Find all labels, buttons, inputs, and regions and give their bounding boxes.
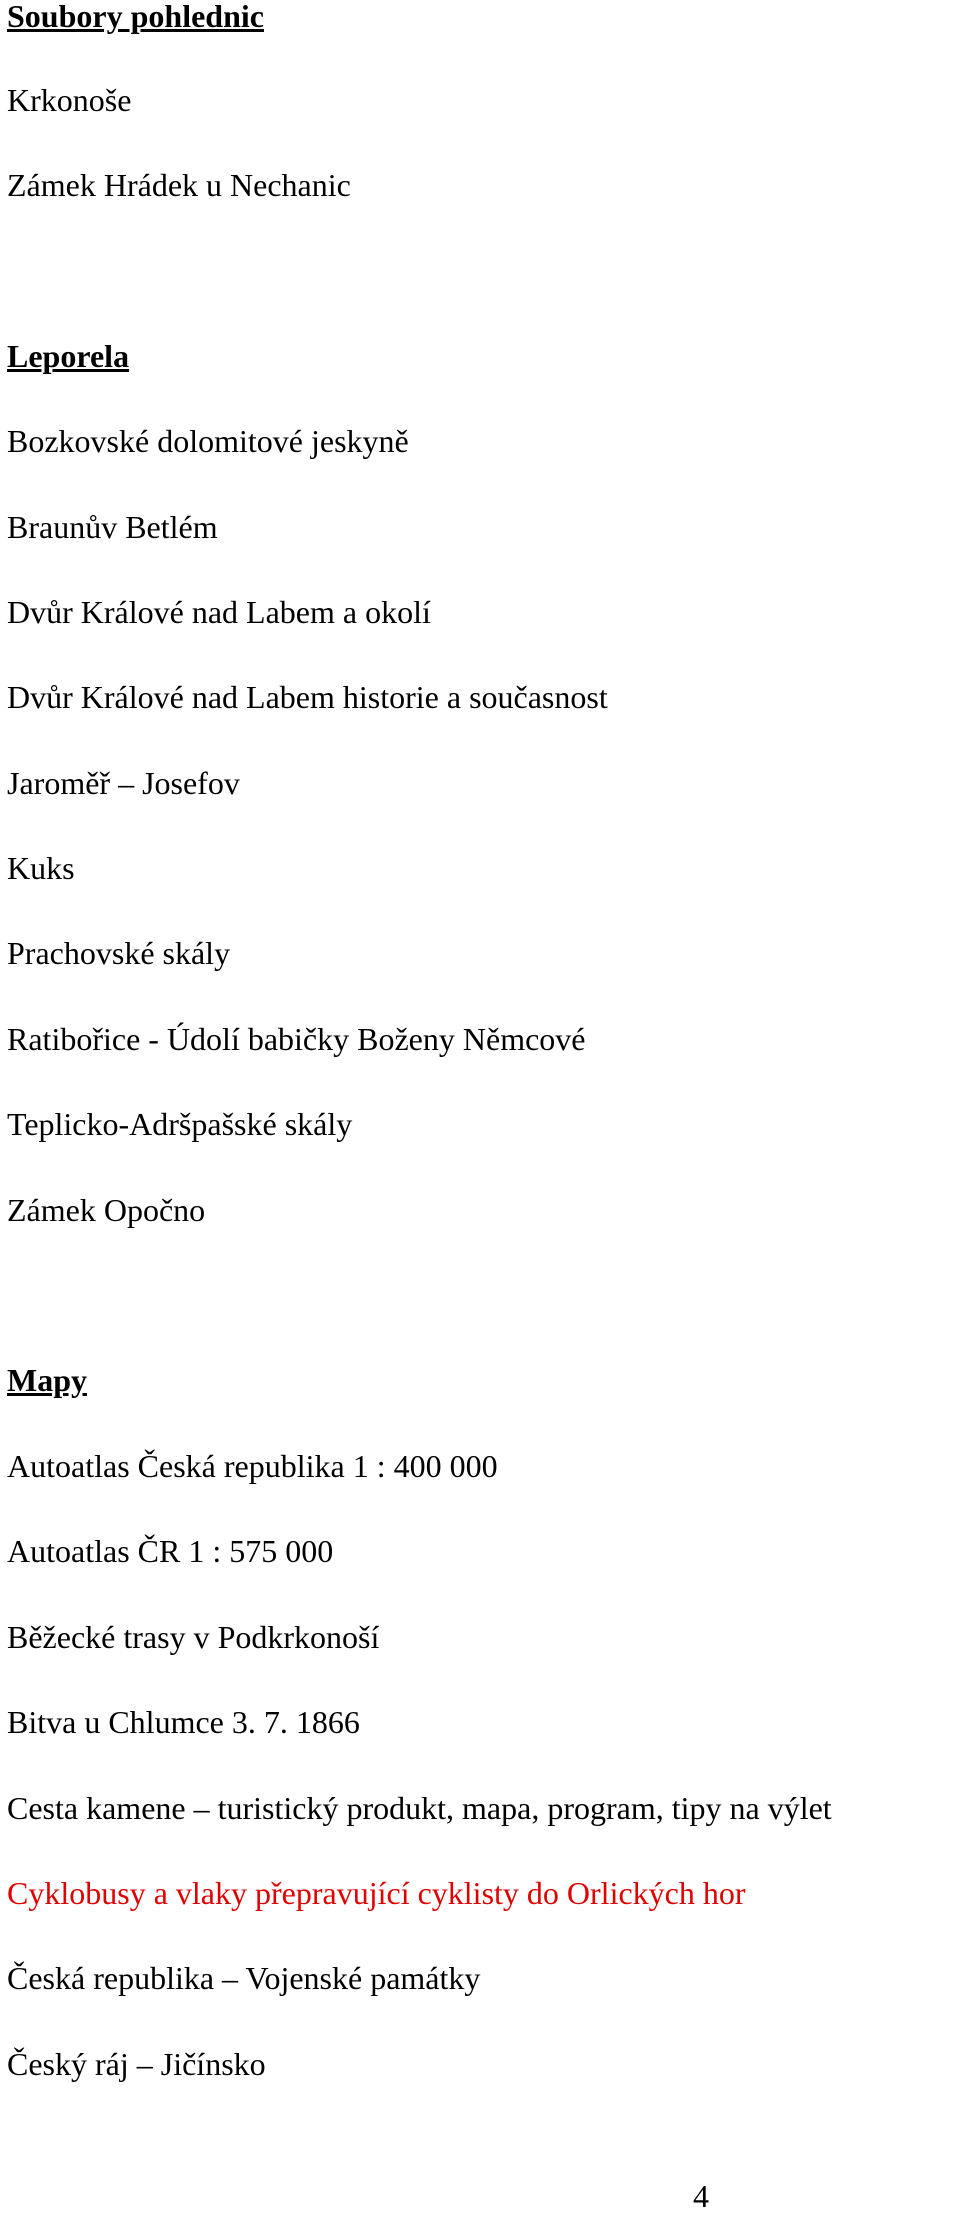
page-number: 4 bbox=[693, 2178, 709, 2214]
section-heading-mapy: Mapy bbox=[7, 1362, 87, 1398]
list-item: Zámek Opočno bbox=[7, 1192, 206, 1228]
list-item: Český ráj – Jičínsko bbox=[7, 2046, 266, 2082]
list-item: Česká republika – Vojenské památky bbox=[7, 1960, 481, 1996]
list-item: Bitva u Chlumce 3. 7. 1866 bbox=[7, 1704, 360, 1740]
section-heading-soubory-pohlednic: Soubory pohlednic bbox=[7, 0, 264, 34]
list-item: Krkonoše bbox=[7, 82, 132, 118]
list-item: Prachovské skály bbox=[7, 935, 231, 971]
list-item: Kuks bbox=[7, 850, 75, 886]
list-item: Braunův Betlém bbox=[7, 509, 218, 545]
list-item: Dvůr Králové nad Labem a okolí bbox=[7, 594, 431, 630]
list-item: Cesta kamene – turistický produkt, mapa, program, tipy na výlet bbox=[7, 1790, 832, 1826]
list-item: Teplicko-Adršpašské skály bbox=[7, 1106, 353, 1142]
list-item-highlighted: Cyklobusy a vlaky přepravující cyklisty do Orlických hor bbox=[7, 1875, 746, 1911]
list-item: Autoatlas ČR 1 : 575 000 bbox=[7, 1533, 334, 1569]
list-item: Autoatlas Česká republika 1 : 400 000 bbox=[7, 1448, 498, 1484]
list-item: Bozkovské dolomitové jeskyně bbox=[7, 423, 409, 459]
list-item: Ratibořice - Údolí babičky Boženy Němcové bbox=[7, 1021, 586, 1057]
section-heading-leporela: Leporela bbox=[7, 338, 130, 374]
list-item: Zámek Hrádek u Nechanic bbox=[7, 167, 351, 203]
list-item: Běžecké trasy v Podkrkonoší bbox=[7, 1619, 380, 1655]
list-item: Jaroměř – Josefov bbox=[7, 765, 240, 801]
list-item: Dvůr Králové nad Labem historie a současnost bbox=[7, 679, 608, 715]
